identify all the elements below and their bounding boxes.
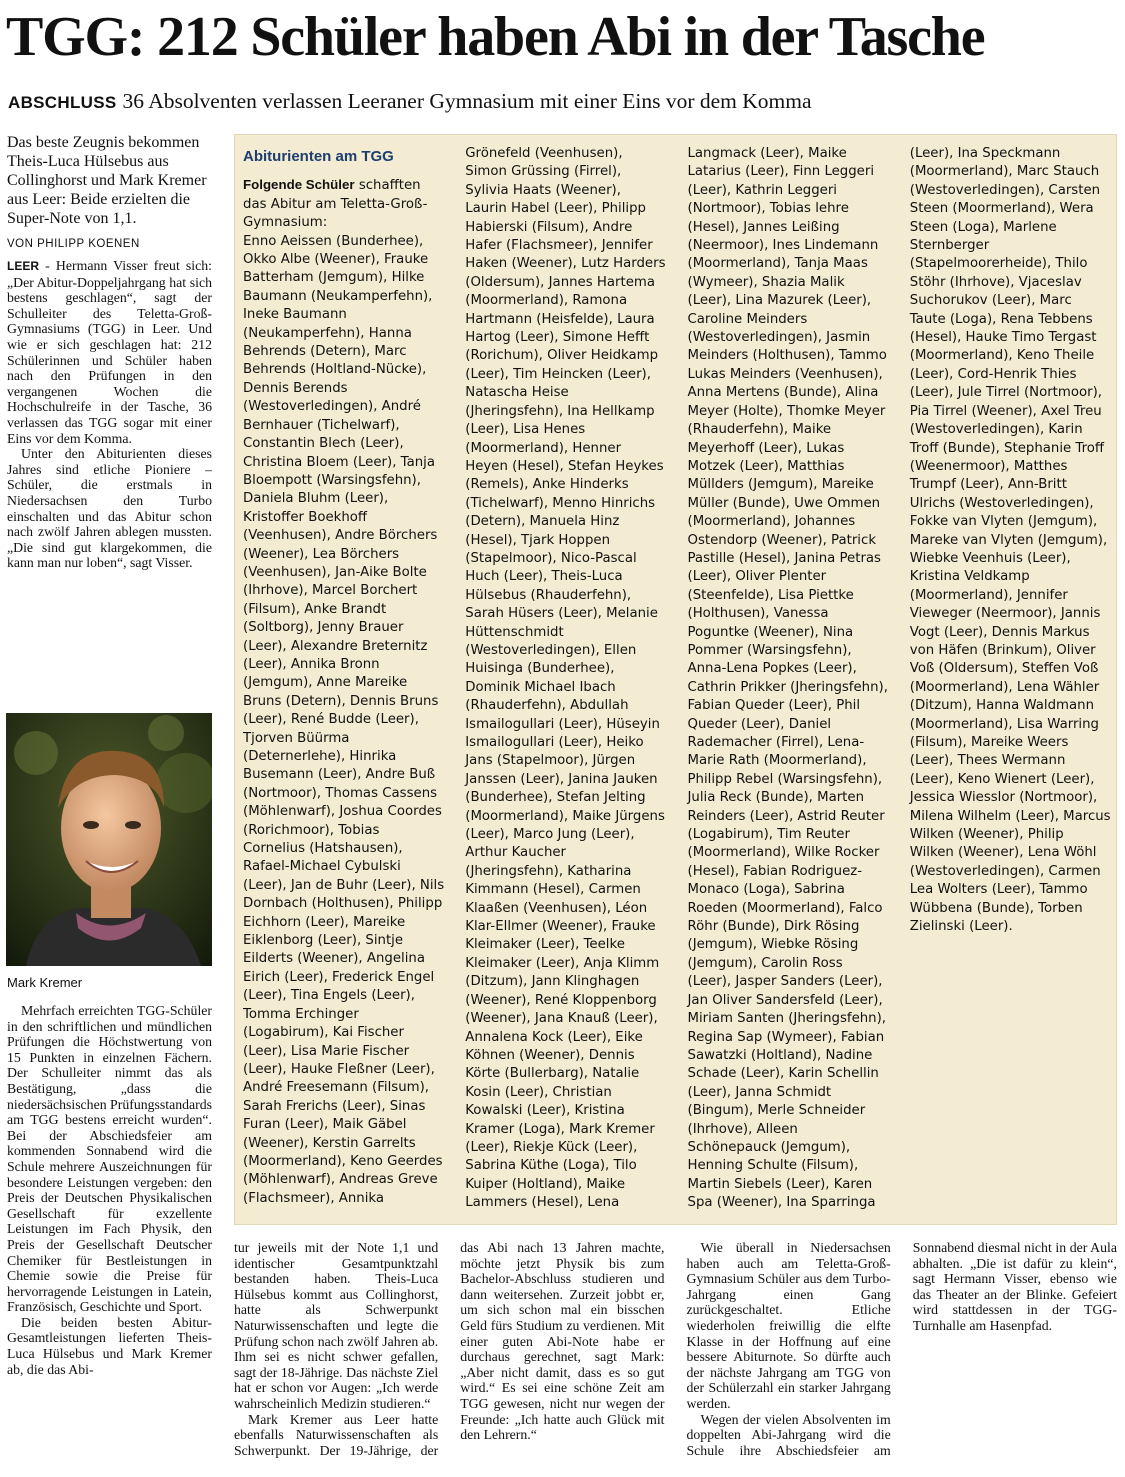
box-intro [243, 176, 444, 232]
photo-caption: Mark Kremer [7, 975, 83, 990]
paragraph: Wie überall in Niedersachsen haben auch am Teletta-Groß-Gymnasium Schüler aus dem Turbo-Jahrgang einen Gang zurückgeschaltet. Etliche wiederholen freiwillig die elfte Klasse in der Hoffnung auf eine bessere Abiturnote. So dürfte auch der nächste Jahrgang am TGG von der Schülerzahl ein starker Jahrgang werden. [686, 1240, 891, 1411]
subheadline-text: 36 Absolventen verlassen Leeraner Gymnasium mit einer Eins vor dem Komma [122, 89, 812, 113]
paragraph: Mark Kremer aus Leer hatte ebenfalls Naturwissenschaften als Schwerpunkt. Der 19-Jährige, der das Abi nach 13 Jahren machte, möchte jetzt Physik bis zum Bachelor-Abschluss studieren und dann weitersehen. Zurzeit jobbt er, um sich schon mal ein bisschen Geld fürs Studium zu verdienen. Mit einer guten Abi-Note habe er durchaus gerechnet, sagt Mark: „Aber nicht damit, dass es so gut wird.“ Es sei eine schöne Zeit am TGG gewesen, nicht nur wegen der Freunde: „Ich hatte auch Glück mit den Lehrern.“ [234, 1240, 665, 1458]
paragraph: Unter den Abiturienten dieses Jahres sind etliche Pioniere – Schüler, die erstmals in Niedersachsen den Turbo einschalten und das Abitur schon nach zwölf Jahren ablegen mussten. „Die sind gut klargekommen, die kann man nur loben“, sagt Visser. [7, 446, 212, 571]
box-title: Abiturienten am TGG [243, 148, 394, 165]
article-lead: Das beste Zeugnis bekommen Theis-Luca Hülsebus aus Collinghorst und Mark Kremer aus Leer: Beide erzielten die Super-Note von 1,1. [7, 134, 207, 227]
paragraph: Die beiden besten Abitur-Gesamtleistungen lieferten Theis-Luca Hülsebus und Mark Kremer ab, die das Abi- [7, 1314, 212, 1377]
byline: VON PHILIPP KOENEN [7, 238, 140, 250]
box-intro-text: schafften das Abitur am Teletta-Groß-Gymnasium: [243, 178, 428, 231]
graduates-names: Enno Aeissen (Bunderhee), Okko Albe (Weener), Frauke Batterham (Jemgum), Hilke Baumann (Neukamperfehn), Ineke Baumann (Neukamperfehn), Hanna Behrends (Detern), Marc Behrends (Holtland-Nücke), Dennis Berends (Westoverledingen), André Bernhauer (Tichelwarf), Constantin Blech (Leer), Christina Bloem (Leer), Tanja Bloempott (Warsingsfehn), Daniela Bluhm (Leer), Kristoffer Boekhoff (Veenhusen), Andre Börchers (Weener), Lea Börchers (Veenhusen), Jan-Aike Bolte (Ihrhove), Marcel Borchert (Filsum), Anke Brandt (Soltborg), Jenny Brauer (Leer), Alexandre Breternitz (Leer), Annika Bronn (Jemgum), Anne Mareike Bruns (Detern), Dennis Bruns (Leer), René Budde (Leer), Tjorven Büürma (Deternerlehe), Hinrika Busemann (Leer), Andre Buß (Nortmoor), Thomas Cassens (Möhlenwarf), Joshua Coordes (Rorichmoor), Tobias Cornelius (Hatshausen), Rafael-Michael Cybulski (Leer), Jan de Buhr (Leer), Nils Dornbach (Holthusen), Philipp Eichhorn (Leer), Mareike Eiklenborg (Leer), Sintje Eilderts (Weener), Angelina Eirich (Leer), Frederick Engel (Leer), Tina Engels (Leer), Tomma Erchinger (Logabirum), Kai Fischer (Leer), Lisa Marie Fischer (Leer), Hauke Fleßner (Leer), André Freesemann (Filsum), Sarah Frerichs (Leer), Sinas Furan (Leer), Maik Gäbel (Weener), Kerstin Garrelts (Moormerland), Keno Geerdes (Möhlenwarf), Andreas Greve (Flachsmeer), Annika Grönefeld (Veenhusen), Simon Grüssing (Firrel), Sylivia Haats (Weener), Laurin Habel (Leer), Philipp Habierski (Filsum), Andre Hafer (Flachsmeer), Jennifer Haken (Weener), Lutz Harders (Oldersum), Jannes Hartema (Moormerland), Ramona Hartmann (Heisfelde), Laura Hartog (Leer), Simone Hefft (Rorichum), Oliver Heidkamp (Leer), Tim Heincken (Leer), Natascha Heise (Jheringsfehn), Ina Hellkamp (Leer), Lisa Henes (Moormerland), Henner Heyen (Hesel), Stefan Heykes (Remels), Anke Hinderks (Tichelwarf), Menno Hinrichs (Detern), Manuela Hinz (Hesel), Tjark Hoppen (Stapelmoor), Nico-Pascal Huch (Leer), Theis-Luca Hülsebus (Rhauderfehn), Sarah Hüsers (Leer), Melanie Hüttenschmidt (Westoverledingen), Ellen Huisinga (Bunderhee), Dominik Michael Ibach (Rhauderfehn), Abdullah Ismailogullari (Leer), Hüseyin Ismailogullari (Leer), Heiko Jans (Stapelmoor), Jürgen Janssen (Leer), Janina Jauken (Bunderhee), Stefan Jelting (Moormerland), Maike Jürgens (Leer), Marco Jung (Leer), Arthur Kaucher (Jheringsfehn), Katharina Kimmann (Hesel), Carmen Klaaßen (Veenhusen), Léon Klar-Ellmer (Weener), Frauke Kleimaker (Leer), Teelke Kleimaker (Leer), Anja Klimm (Ditzum), Jann Klinghagen (Weener), René Kloppenborg (Weener), Jana Knauß (Leer), Annalena Kock (Leer), Eike Köhnen (Weener), Dennis Körte (Bullerbarg), Natalie Kosin (Leer), Christian Kowalski (Leer), Kristina Kramer (Loga), Mark Kremer (Leer), Riekje Kück (Leer), Sabrina Küthe (Loga), Tilo Kuiper (Holtland), Maike Lammers (Hesel), Lena Langmack (Leer), Maike Latarius (Leer), Finn Leggeri (Leer), Kathrin Leggeri (Nortmoor), Tobias lehre (Hesel), Jannes Leißing (Neermoor), Ines Lindemann (Moormerland), Tanja Maas (Wymeer), Shazia Malik (Leer), Lina Mazurek (Leer), Caroline Meinders (Westoverledingen), Jasmin Meinders (Holthusen), Tammo Lukas Meinders (Veenhusen), Anna Mertens (Bunde), Alina Meyer (Holte), Thomke Meyer (Rhauderfehn), Maike Meyerhoff (Leer), Lukas Motzek (Leer), Matthias Müllders (Jemgum), Mareike Müller (Bunde), Uwe Ommen (Moormerland), Johannes Ostendorp (Weener), Patrick Pastille (Hesel), Janina Petras (Leer), Oliver Plenter (Steenfelde), Lisa Piettke (Holthusen), Vanessa Poguntke (Weener), Nina Pommer (Warsingsfehn), Anna-Lena Popkes (Leer), Cathrin Prikker (Jheringsfehn), Fabian Queder (Leer), Phil Queder (Leer), Daniel Rademacher (Firrel), Lena-Marie Rath (Moormerland), Philipp Rebel (Warsingsfehn), Julia Reck (Bunde), Marten Reinders (Leer), Astrid Reuter (Logabirum), Tim Reuter (Moormerland), Wilke Rocker (Hesel), Fabian Rodriguez-Monaco (Loga), Sabrina Roeden (Moormerland), Falco Röhr (Bunde), Dirk Rösing (Jemgum), Wiebke Rösing (Jemgum), Carolin Ross (Leer), Jasper Sanders (Leer), Jan Oliver Sandersfeld (Leer), Miriam Santen (Jheringsfehn), Regina Sap (Wymeer), Fabian Sawatzki (Holtland), Nadine Schade (Leer), Karin Schellin (Leer), Janna Schmidt (Bingum), Merle Schneider (Ihrhove), Alleen Schönepauck (Jemgum), Henning Schulte (Filsum), Martin Siebels (Leer), Karen Spa (Weener), Ina Sparringa (Leer), Ina Speckmann (Moormerland), Marc Stauch (Westoverledingen), Carsten Steen (Moormerland), Wera Steen (Loga), Marlene Sternberger (Stapelmoorerheide), Thilo Stöhr (Ihrhove), Vjaceslav Suchorukov (Leer), Marc Taute (Loga), Rena Tebbens (Hesel), Hauke Timo Tergast (Moormerland), Keno Theile (Leer), Cord-Henrik Thies (Leer), Jule Tirrel (Nortmoor), Pia Tirrel (Weener), Axel Treu (Westoverledingen), Karin Troff (Bunde), Stephanie Troff (Weenermoor), Matthes Trumpf (Leer), Ann-Britt Ulrichs (Westoverledingen), Fokke van Vlyten (Jemgum), Mareke van Vlyten (Jemgum), Wiebke Veenhuis (Leer), Kristina Veldkamp (Moormerland), Jennifer Vieweger (Neermoor), Jannis Vogt (Leer), Dennis Markus von Häfen (Brinkum), Oliver Voß (Oldersum), Steffen Voß (Moormerland), Lena Wähler (Ditzum), Hanna Waldmann (Moormerland), Lisa Warring (Filsum), Mareike Weers (Leer), Thees Wermann (Leer), Keno Wienert (Leer), Jessica Wiesslor (Nortmoor), Milena Wilhelm (Leer), Marcus Wilken (Weener), Philip Wilken (Weener), Lena Wöhl (Westoverledingen), Carmen Lea Wolters (Leer), Tammo Wübbena (Bunde), Torben Zielinski (Leer). [243, 146, 1111, 1211]
paragraph: Wegen der vielen Absolventen im doppelten Abi-Jahrgang wird die Schule ihre Abschiedsfeier am Sonnabend diesmal nicht in der Aula abhalten. „Die ist dafür zu klein“, sagt Hermann Visser, ebenso wie das Theater an der Blinke. Gefeiert wird stattdessen in der TGG-Turnhalle am Hasenpfad. [686, 1240, 1117, 1458]
section-keyword: ABSCHLUSS [8, 93, 117, 112]
graduates-box [234, 134, 1117, 1225]
article-body-left [7, 258, 212, 571]
box-intro-bold: Folgende Schüler [243, 177, 355, 193]
article-body-bottom [234, 1240, 1117, 1472]
portrait-photo [6, 713, 212, 966]
subheadline [8, 88, 1118, 116]
headline: TGG: 212 Schüler haben Abi in der Tasche [6, 6, 985, 68]
paragraph: LEER - Hermann Visser freut sich: „Der Abitur-Doppeljahrgang hat sich bestens geschlagen“, sagt der Schulleiter des Teletta-Groß-Gymnasiums (TGG) in Leer. Und wie er sich geschlagen hat: 212 Schülerinnen und Schüler haben nach den Prüfungen in den vergangenen Wochen die Hochschulreife in der Tasche, 36 verlassen das TGG sogar mit einer Eins vor dem Komma. [7, 258, 212, 446]
paragraph: Mehrfach erreichten TGG-Schüler in den schriftlichen und mündlichen Prüfungen die Höchstwertung von 15 Punkten in einzelnen Fächern. Der Schulleiter nimmt das als Bestätigung, „dass die niedersächsischen Prüfungsstandards am TGG bestens erreicht wurden“. Bei der Abschiedsfeier am kommenden Sonnabend wird die Schule mehrere Auszeichnungen für besondere Leistungen vergeben: den Preis der Deutschen Physikalischen Gesellschaft für exzellente Leistungen im Fach Physik, den Preis der Gesellschaft Deutscher Chemiker für Bestleistungen in Chemie sowie die Preise für hervorragende Leistungen in Latein, Französisch, Geschichte und Sport. [7, 1003, 212, 1315]
article-left-column [7, 133, 212, 571]
portrait-photo-image [6, 713, 212, 966]
article-body-left-continued [7, 1003, 212, 1377]
dateline: LEER [7, 259, 40, 273]
paragraph: tur jeweils mit der Note 1,1 und identischer Gesamtpunktzahl bestanden haben. Theis-Luca Hülsebus kommt aus Collinghorst, hatte als Schwerpunkt Naturwissenschaften und legte die Prüfung schon nach zwölf Jahren ab. Ihm sei es nicht schwer gefallen, sagt der 18-Jährige. Das nächste Ziel hat er schon vor Augen: „Ich werde wahrscheinlich Medizin studieren.“ [234, 1240, 439, 1411]
graduates-list-columns [243, 145, 1111, 1223]
